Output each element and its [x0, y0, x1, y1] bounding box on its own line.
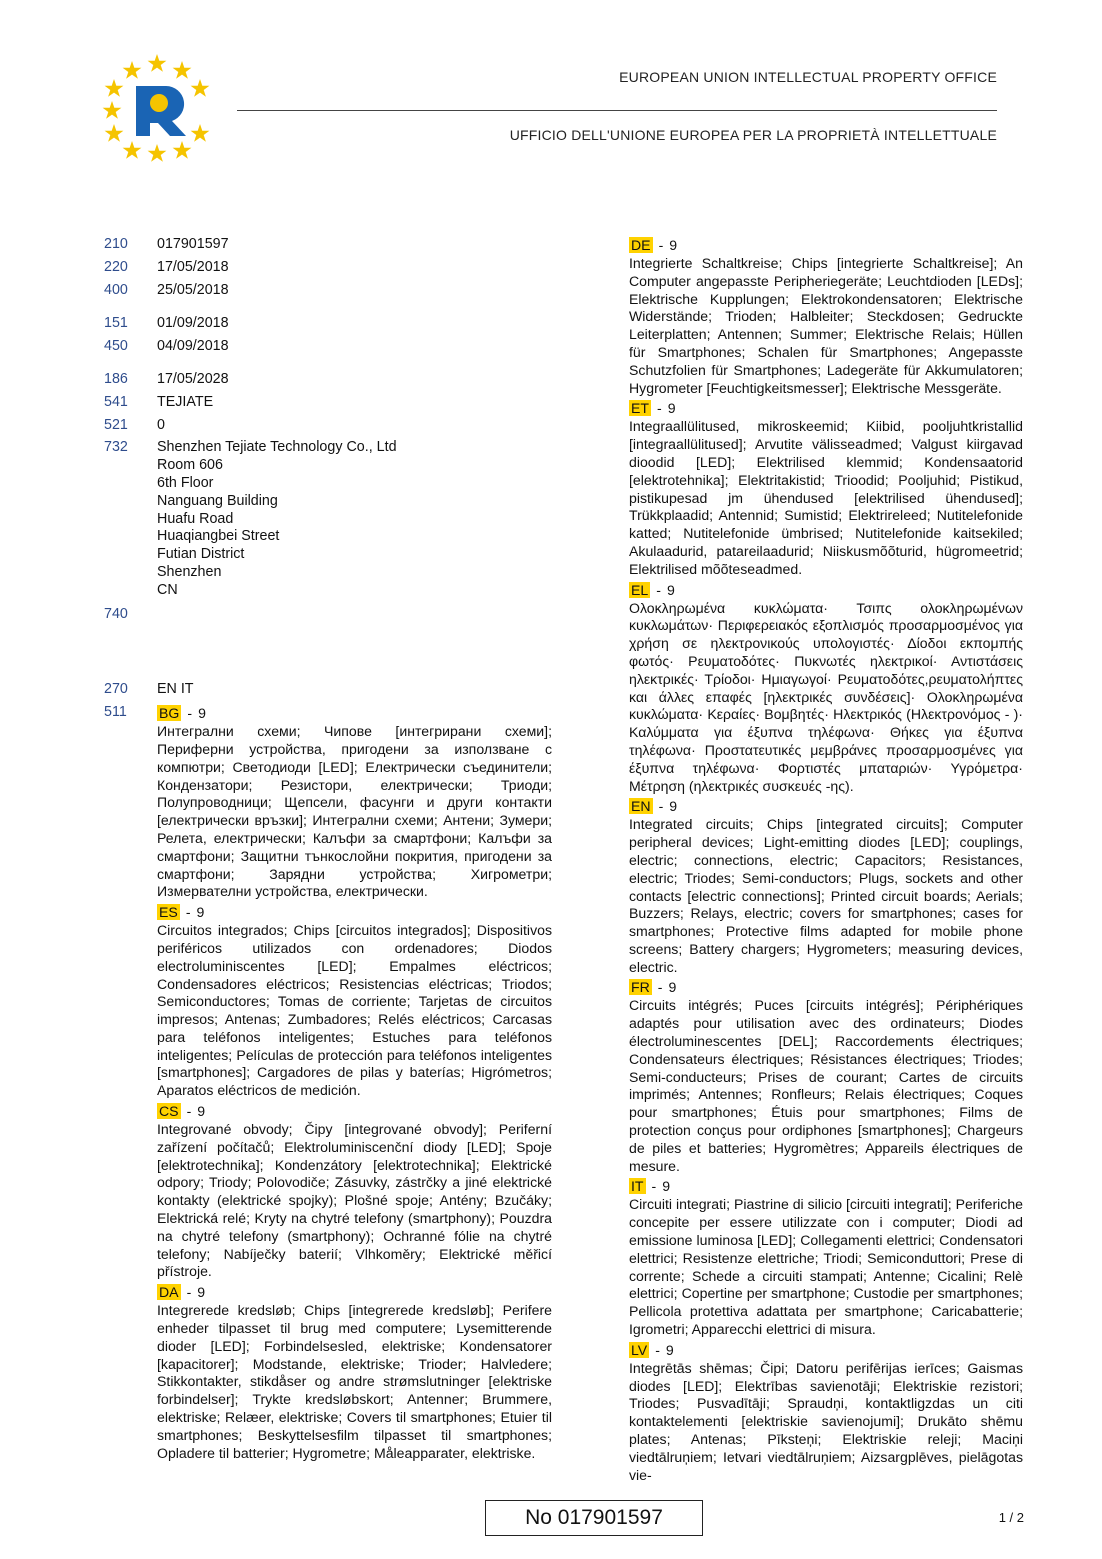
- address-line: Room 606: [157, 457, 223, 474]
- publication-date: 25/05/2018: [157, 281, 229, 298]
- lang-tag: ET: [631, 400, 650, 417]
- lang-tag: LV: [631, 1341, 648, 1358]
- field-code: 541: [104, 393, 128, 410]
- expiry-date: 17/05/2028: [157, 370, 229, 387]
- right-column: [629, 236, 1023, 1486]
- goods-text: Интегрални схеми; Чипове [интегрирани схеми]; Периферни устройства, пригодени за използване с компютри; Светодиоди [LED]; Електрически съединители; Кондензатори; Резистори, електрически; Триоди; Полупроводници; Щепсели, фасунги и други контакти [електрически връзки]; Интегрални схеми; Антени; Зумери; Релета, електрически; Калъфи за смартфони; Калъфи за смартфони; Защитни тънкослойни покрития, пригодени за смартфони; Зарядни устройства; Хигрометри; Измервателни устройства, електрически.: [157, 723, 552, 900]
- field-code: 210: [104, 236, 128, 252]
- field-code: 511: [104, 704, 127, 721]
- lang-tag: ES: [159, 904, 178, 921]
- registration-number-box: No 017901597: [485, 1500, 703, 1536]
- goods-entry-da: DA - 9 Integrerede kredsløb; Chips [integrerede kredsløb]; Perifere enheder tilpasset til brug med computere; Lysemitterende dioder [LED]; Forbindelsesled, elektriske; Kondensatorer [kapacitorer]; Modstande, elektriske; Trioder; Halvledere; Stikkontakter, stikdåser og andre strømslutninger [elektriske forbindelser]; Trykte kredsløbskort; Antenner; Brummere, elektriske; Relæer, elektriske; Covers til smartphones; Etuier til smartphones; Beskyttelsesfilm tilpasset til smartphones; Opladere til batterier; Hygrometre; Måleapparater, elektriske.: [157, 1284, 552, 1461]
- field-code: 151: [104, 315, 128, 332]
- left-column: [104, 236, 552, 1464]
- lang-tag: BG: [159, 705, 180, 722]
- goods-text: Integrerede kredsløb; Chips [integrerede kredsløb]; Perifere enheder tilpasset til brug med computere; Lysemitterende dioder [LED]; Forbindelsesled, elektriske; Kondensatorer [kapacitorer]; Modstande, elektriske; Trioder; Halvledere; Stikkontakter, stikdåser og andre strømslutninger [elektriske forbindelser]; Trykte kredsløbskort; Antenner; Brummere, elektriske; Relæer, elektriske; Covers til smartphones; Etuier til smartphones; Beskyttelsesfilm tilpasset til smartphones; Opladere til batterier; Hygrometre; Måleapparater, elektriske.: [157, 1302, 552, 1461]
- filing-number: 017901597: [157, 236, 229, 252]
- class-number: 9: [665, 1341, 674, 1358]
- registration-publication-date: 04/09/2018: [157, 338, 229, 355]
- header-divider: [237, 110, 997, 111]
- goods-entry-cs: CS - 9 Integrované obvody; Čipy [integrované obvody]; Periferní zařízení počítačů; Elektroluminiscenční diody [LED]; Spoje [elektrotechnika]; Kondenzátory [elektrotechnika]; Elektrické odpory; Triody; Polovodiče; Zásuvky, zástrčky a jiné elektrické kontakty (elektrické spojky); Plošné spoje; Antény; Bzučáky; Elektrická relé; Kryty na chytré telefony (smartphony); Pouzdra na chytré telefony (smartphony); Ochranné fólie na chytré telefony; Nabíječky baterií; Vlhkoměry; Elektrické měřicí přístroje.: [157, 1103, 552, 1280]
- goods-entry-bg: BG - 9 Интегрални схеми; Чипове [интегрирани схеми]; Периферни устройства, пригодени за използване с компютри; Светодиоди [LED]; Електрически съединители; Кондензатори; Резистори, електрически; Триоди; Полупроводници; Щепсели, фасунги и други контакти [електрически връзки]; Интегрални схеми; Антени; Зумери; Релета, електрически; Калъфи за смартфони; Калъфи за смартфони; Защитни тънкослойни покрития, пригодени за смартфони; Зарядни устройства; Хигрометри; Измервателни устройства, електрически.: [157, 705, 552, 900]
- field-code: 220: [104, 258, 128, 275]
- field-code: 450: [104, 338, 128, 355]
- goods-text: Integrated circuits; Chips [integrated circuits]; Computer peripheral devices; Light-emitting diodes [LED]; couplings, electric; connections, electric; Capacitors; Resistances, electric; Triodes; Semi-conductors; Plugs, sockets and other contacts [electric connections]; Printed circuit boards; Aerials; Buzzers; Relays, electric; covers for smartphones; cases for smartphones; Protective films adapted for mobile phone screens; Battery chargers; Hygrometers; measuring devices, electric.: [629, 816, 1023, 975]
- goods-entry-es: ES - 9 Circuitos integrados; Chips [circuitos integrados]; Dispositivos periféricos utilizados con ordenadores; Diodos electroluminiscentes [LED]; Empalmes eléctricos; Condensadores eléctricos; Resistencias eléctricas; Triodos; Semiconductores; Tomas de corriente; Tarjetas de circuitos impresos; Antenas; Zumbadores; Relés eléctricos; Carcasas para teléfonos inteligentes; Estuches para teléfonos inteligentes; Películas de protección para teléfonos inteligentes [smartphones]; Cargadores de pilas y baterías; Higrómetros; Aparatos eléctricos de medición.: [157, 904, 552, 1099]
- lang-tag: EL: [631, 581, 649, 598]
- goods-entry-de: DE - 9 Integrierte Schaltkreise; Chips [integrierte Schaltkreise]; An Computer angepasste Peripheriegeräte; Leuchtdioden [LEDs]; Elektrische Kupplungen; Elektrokondensatoren; Elektrische Widerstände; Trioden; Halbleiter; Steckdosen; Gedruckte Leiterplatten; Antennen; Summer; Elektrische Relais; Hüllen für Smartphones; Schalen für Smartphones; Angepasste Schutzfolien für Smartphones; Ladegeräte für Akkumulatoren; Hygrometer [Feuchtigkeitsmesser]; Elektrische Messgeräte.: [629, 237, 1023, 396]
- mark-name: TEJIATE: [157, 393, 214, 410]
- field-code: 270: [104, 681, 128, 698]
- class-number: 9: [668, 979, 677, 996]
- class-number: 9: [669, 237, 678, 253]
- class-number: 9: [667, 400, 676, 417]
- office-name-en: EUROPEAN UNION INTELLECTUAL PROPERTY OFFICE: [619, 69, 997, 85]
- goods-list-left: [157, 704, 552, 1464]
- address-line: 6th Floor: [157, 474, 214, 491]
- class-number: 9: [662, 1178, 671, 1195]
- goods-text: Ολοκληρωμένα κυκλώματα· Τσιπς ολοκληρωμένων κυκλωμάτων· Περιφερειακός εξοπλισμός προσαρμοσμένος για χρήση σε ηλεκτρονικούς υπολογιστές· Δίοδοι εκπομπής φωτός· Ρευματοδότες· Πυκνωτές ηλεκτρικοί· Αντιστάσεις ηλεκτρικές· Τρίοδοι· Ημιαγωγοί· Ρευματοδότες,ρευματολήπτες και άλλες επαφές [ηλεκτρικές συνδέσεις]· Ολοκληρωμένα κυκλώματα· Κεραίες· Βομβητές· Ηλεκτρικός (Ηλεκτρονόμος - )· Καλύμματα για έξυπνα τηλέφωνα· Θήκες για έξυπνα τηλέφωνα· Προστατευτικές μεμβράνες προσαρμοσμένες για έξυπνα τηλέφωνα· Φορτιστές μπαταριών· Υγρόμετρα· Μέτρηση (ηλεκτρικές συσκευές -ης).: [629, 599, 1023, 794]
- address-line: Shenzhen Tejiate Technology Co., Ltd: [157, 439, 397, 456]
- goods-text: Integrierte Schaltkreise; Chips [integrierte Schaltkreise]; An Computer angepasste Peripheriegeräte; Leuchtdioden [LEDs]; Elektrische Kupplungen; Elektrokondensatoren; Elektrische Widerstände; Trioden; Halbleiter; Steckdosen; Gedruckte Leiterplatten; Antennen; Summer; Elektrische Relais; Hüllen für Smartphones; Schalen für Smartphones; Angepasste Schutzfolien für Smartphones; Ladegeräte für Akkumulatoren; Hygrometer [Feuchtigkeitsmesser]; Elektrische Messgeräte.: [629, 255, 1023, 396]
- goods-text: Integraallülitused, mikroskeemid; Kiibid, pooljuhtkristallid [integraallülitused]; Arvutite välisseadmed; Valgust kiirgavad dioodid [LED]; Elektrilised klemmid; Kondensaatorid [elektrotehnika]; Elektritakistid; Trioodid; Pooljuhid; Pistikud, pistikupesad jm ühendused [elektrilised ühendused]; Trükkplaadid; Antennid; Sumistid; Elektrireleed; Nutitelefonide katted; Nutitelefonide ümbrised; Nutitelefonide kaitsekiled; Akulaadurid, patareilaadurid; Niiskusmõõturid, hügromeetrid; Elektrilised mõõteseadmed.: [629, 418, 1023, 577]
- class-number: 9: [196, 904, 205, 921]
- class-number: 9: [198, 705, 206, 722]
- goods-text: Circuits intégrés; Puces [circuits intégrés]; Périphériques adaptés pour utilisation avec des ordinateurs; Diodes électroluminescentes [DEL]; Raccordements électriques; Condensateurs électriques; Résistances électriques; Triodes; Semi-conducteurs; Prises de courant; Cartes de circuits imprimés; Antennes; Ronfleurs; Relais électriques; Coques pour smartphones; Étuis pour smartphones; Films de protection conçus pour ordiphones [smartphones]; Chargeurs de piles et batteries; Hygromètres; Appareils électriques de mesure.: [629, 997, 1023, 1174]
- address-line: CN: [157, 581, 178, 598]
- lang-tag: FR: [631, 979, 650, 996]
- lang-tag: CS: [159, 1103, 179, 1120]
- field-code: 732: [104, 439, 128, 456]
- lang-tag: DA: [159, 1284, 179, 1301]
- languages: EN IT: [157, 681, 194, 698]
- goods-text: Circuiti integrati; Piastrine di silicio [circuiti integrati]; Periferiche concepite per essere utilizzate con i computer; Diodi ad emissione luminosa [LED]; Collegamenti elettrici; Condensatori elettrici; Resistenze elettriche; Triodi; Semiconduttori; Prese di corrente; Schede a circuiti stampati; Antenne; Cicalini; Relè elettrici; Copertine per smartphone; Custodie per smartphones; Pellicola protettiva adattata per smartphone; Caricabatterie; Igrometri; Apparecchi elettrici di misura.: [629, 1196, 1023, 1338]
- class-number: 9: [197, 1284, 206, 1301]
- goods-text: Integrētās shēmas; Čipi; Datoru perifērijas ierīces; Gaismas diodes [LED]; Elektrības savienotāji; Elektriskie rezistori; Triodes; Pusvadītāji; Spraudņi, kontaktligzdas un citi kontaktelementi [elektriskie savienojumi]; Drukāto shēmu plates; Antenas; Pīkstеņi; Elektriskie releji; Maciņi viedtālruņiem; Ietvari viedtālruņiem; Aizsargplēves, pielāgotas vie-: [629, 1359, 1023, 1483]
- goods-text: Circuitos integrados; Chips [circuitos integrados]; Dispositivos periféricos utilizados con ordenadores; Diodos electroluminiscentes [LED]; Empalmes eléctricos; Condensadores eléctricos; Resistencias eléctricas; Triodos; Semiconductores; Tomas de corriente; Tarjetas de circuitos impresos; Antenas; Zumbadores; Relés eléctricos; Carcasas para teléfonos inteligentes; Estuches para teléfonos inteligentes; Películas de protección para teléfonos inteligentes [smartphones]; Cargadores de pilas y baterías; Higrómetros; Aparatos eléctricos de medición.: [157, 922, 552, 1099]
- address-line: Shenzhen: [157, 563, 222, 580]
- euipo-logo: [102, 52, 212, 162]
- goods-entry-et: ET - 9 Integraallülitused, mikroskeemid; Kiibid, pooljuhtkristallid [integraallülitused]; Arvutite välisseadmed; Valgust kiirgavad dioodid [LED]; Elektrilised klemmid; Kondensaatorid [elektrotehnika]; Elektritakistid; Trioodid; Pooljuhid; Pistikud, pistikupesad jm ühendused [elektrilised ühendused]; Trükkplaadid; Antennid; Sumistid; Elektrireleed; Nutitelefonide katted; Nutitelefonide ümbrised; Nutitelefonide kaitsekiled; Akulaadurid, patareilaadurid; Niiskusmõõturid, hügromeetrid; Elektrilised mõõteseadmed.: [629, 400, 1023, 577]
- address-line: Huaqiangbei Street: [157, 528, 280, 545]
- class-number: 9: [669, 798, 678, 815]
- lang-tag: EN: [631, 798, 651, 815]
- page-number: 1 / 2: [998, 1510, 1024, 1525]
- registration-date: 01/09/2018: [157, 315, 229, 332]
- field-521-value: 0: [157, 416, 165, 433]
- goods-text: Integrované obvody; Čipy [integrované obvody]; Periferní zařízení počítačů; Elektroluminiscenční diody [LED]; Spoje [elektrotechnika]; Kondenzátory [elektrotechnika]; Elektrické odpory; Triody; Polovodiče; Zásuvky, zástrčky a jiné elektrické kontakty (elektrické spojky); Plošné spoje; Antény; Bzučáky; Elektrická relé; Kryty na chytré telefony (smartphony); Pouzdra na chytré telefony (smartphony); Ochranné fólie na chytré telefony; Nabíječky baterií; Vlhkoměry; Elektrické měřicí přístroje.: [157, 1121, 552, 1280]
- owner-address: [157, 439, 552, 599]
- field-code: 521: [104, 416, 128, 433]
- class-number: 9: [197, 1103, 206, 1120]
- address-line: Nanguang Building: [157, 492, 278, 509]
- lang-tag: IT: [631, 1178, 644, 1195]
- office-name-it: UFFICIO DELL'UNIONE EUROPEA PER LA PROPRIETÀ INTELLETTUALE: [509, 127, 997, 143]
- field-code: 186: [104, 370, 128, 387]
- field-code: 740: [104, 605, 128, 622]
- address-line: Huafu Road: [157, 510, 234, 527]
- goods-entry-it: IT - 9 Circuiti integrati; Piastrine di silicio [circuiti integrati]; Periferiche concepite per essere utilizzate con i computer; Diodi ad emissione luminosa [LED]; Collegamenti elettrici; Condensatori elettrici; Resistenze elettriche; Triodi; Semiconduttori; Prese di corrente; Schede a circuiti stampati; Antenne; Cicalini; Relè elettrici; Copertine per smartphone; Custodie per smartphones; Pellicola protettiva adattata per smartphone; Caricabatterie; Igrometri; Apparecchi elettrici di misura.: [629, 1178, 1023, 1338]
- goods-entry-en: EN - 9 Integrated circuits; Chips [integrated circuits]; Computer peripheral devices; Light-emitting diodes [LED]; couplings, electric; connections, electric; Capacitors; Resistances, electric; Triodes; Semi-conductors; Plugs, sockets and other contacts [electric connections]; Printed circuit boards; Aerials; Buzzers; Relays, electric; covers for smartphones; cases for smartphones; Protective films adapted for mobile phone screens; Battery chargers; Hygrometers; measuring devices, electric.: [629, 798, 1023, 975]
- goods-entry-el: EL - 9 Ολοκληρωμένα κυκλώματα· Τσιπς ολοκληρωμένων κυκλωμάτων· Περιφερειακός εξοπλισμός προσαρμοσμένος για χρήση σε ηλεκτρονικούς υπολογιστές· Δίοδοι εκπομπής φωτός· Ρευματοδότες· Πυκνωτές ηλεκτρικοί· Αντιστάσεις ηλεκτρικές· Τρίοδοι· Ημιαγωγοί· Ρευματοδότες,ρευματολήπτες και άλλες επαφές [ηλεκτρικές συνδέσεις]· Ολοκληρωμένα κυκλώματα· Κεραίες· Βομβητές· Ηλεκτρικός (Ηλεκτρονόμος - )· Καλύμματα για έξυπνα τηλέφωνα· Θήκες για έξυπνα τηλέφωνα· Προστατευτικές μεμβράνες προσαρμοσμένες για έξυπνα τηλέφωνα· Φορτιστές μπαταριών· Υγρόμετρα· Μέτρηση (ηλεκτρικές συσκευές -ης).: [629, 581, 1023, 794]
- class-number: 9: [666, 581, 675, 598]
- goods-entry-fr: FR - 9 Circuits intégrés; Puces [circuits intégrés]; Périphériques adaptés pour utilisation avec des ordinateurs; Diodes électroluminescentes [DEL]; Raccordements électriques; Condensateurs électriques; Résistances électriques; Triodes; Semi-conducteurs; Prises de courant; Cartes de circuits imprimés; Antennes; Ronfleurs; Relais électriques; Coques pour smartphones; Étuis pour smartphones; Films de protection conçus pour ordiphones [smartphones]; Chargeurs de piles et batteries; Hygromètres; Appareils électriques de mesure.: [629, 979, 1023, 1174]
- goods-entry-lv: LV - 9 Integrētās shēmas; Čipi; Datoru perifērijas ierīces; Gaismas diodes [LED]; Elektrības savienotāji; Elektriskie rezistori; Triodes; Pusvadītāji; Spraudņi, kontaktligzdas un citi kontaktelementi [elektriskie savienojumi]; Drukāto shēmu plates; Antenas; Pīkstеņi; Elektriskie releji; Maciņi viedtālruņiem; Ietvari viedtālruņiem; Aizsargplēves, pielāgotas vie-: [629, 1341, 1023, 1483]
- address-line: Futian District: [157, 546, 245, 563]
- filing-date: 17/05/2018: [157, 258, 229, 275]
- field-code: 400: [104, 281, 128, 298]
- lang-tag: DE: [631, 237, 651, 253]
